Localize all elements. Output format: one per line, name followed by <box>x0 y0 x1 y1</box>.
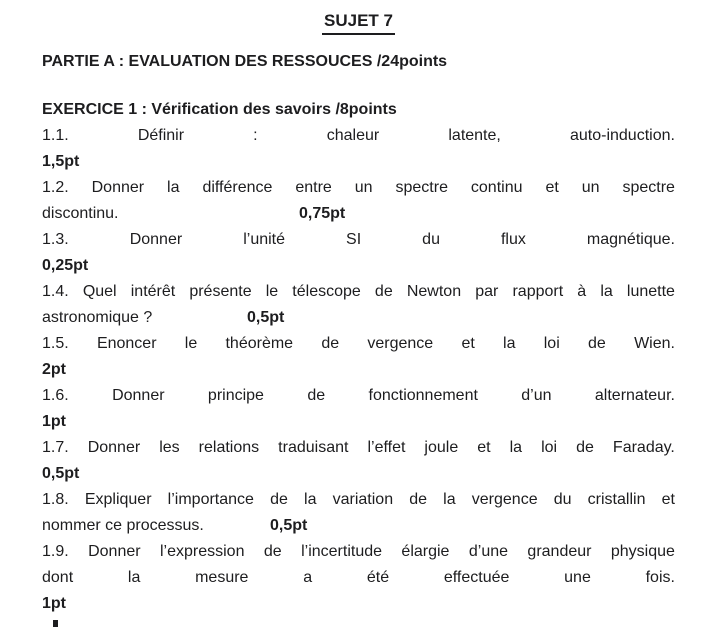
exam-document <box>42 0 675 617</box>
points-value: 0,5pt <box>247 309 285 326</box>
word: 1.1. <box>42 127 69 144</box>
word: la <box>509 439 523 456</box>
word: Donner <box>88 543 141 560</box>
word: variation <box>332 491 394 508</box>
points-line: 1pt <box>42 595 66 612</box>
word: l’unité <box>243 231 286 248</box>
word: l’incertitude <box>301 543 383 560</box>
word: effectuée <box>443 569 510 586</box>
word: la <box>600 283 613 300</box>
word: 1.7. <box>42 439 69 456</box>
question-line <box>42 227 675 253</box>
word: Donner <box>129 231 183 248</box>
word: à <box>577 283 587 300</box>
word: traduisant <box>278 439 349 456</box>
word: grandeur <box>527 543 592 560</box>
question-line <box>42 279 675 305</box>
word: relations <box>198 439 260 456</box>
question-lines <box>42 123 675 617</box>
word: 1.5. <box>42 335 69 352</box>
word: les <box>159 439 180 456</box>
question-line <box>42 487 675 513</box>
question-line <box>42 331 675 357</box>
word: et <box>477 439 491 456</box>
word: loi <box>541 439 558 456</box>
exercise-1-heading: EXERCICE 1 : Vérification des savoirs /8points <box>42 101 397 118</box>
word: la <box>443 491 456 508</box>
word: du <box>553 491 572 508</box>
word: cristallin <box>587 491 646 508</box>
word: intérêt <box>130 283 176 300</box>
question-line <box>42 435 675 461</box>
word: dont <box>42 569 74 586</box>
title-text: SUJET 7 <box>322 10 395 35</box>
word: Newton <box>406 283 462 300</box>
word: Définir <box>137 127 185 144</box>
question-continuation-line <box>42 513 675 539</box>
word: physique <box>610 543 675 560</box>
word: spectre <box>395 179 448 196</box>
word: loi <box>543 335 560 352</box>
word: Quel <box>82 283 117 300</box>
word: 1.3. <box>42 231 69 248</box>
word: été <box>366 569 390 586</box>
word: latente, <box>448 127 501 144</box>
word: différence <box>202 179 273 196</box>
word: de <box>409 491 428 508</box>
word: d’un <box>521 387 552 404</box>
word: : <box>253 127 258 144</box>
word: 1.8. <box>42 491 69 508</box>
word: fonctionnement <box>368 387 478 404</box>
word: télescope <box>292 283 361 300</box>
word: 1.2. <box>42 179 69 196</box>
word: de <box>307 387 326 404</box>
word: Expliquer <box>84 491 152 508</box>
word: l’effet <box>367 439 406 456</box>
part-a-heading: PARTIE A : EVALUATION DES RESSOUCES /24points <box>42 53 448 70</box>
word: de <box>576 439 594 456</box>
question-text: astronomique ? <box>42 309 153 326</box>
word: présente <box>189 283 252 300</box>
word: et <box>545 179 559 196</box>
word: une <box>564 569 591 586</box>
word: rapport <box>512 283 564 300</box>
word: de <box>588 335 606 352</box>
word: 1.4. <box>42 283 69 300</box>
word: spectre <box>622 179 675 196</box>
word: continu <box>470 179 523 196</box>
word: théorème <box>225 335 294 352</box>
question-text: discontinu. <box>42 205 119 222</box>
word: la <box>127 569 141 586</box>
points-line: 0,25pt <box>42 257 89 274</box>
word: le <box>265 283 279 300</box>
word: mesure <box>195 569 249 586</box>
word: la <box>503 335 516 352</box>
word: Faraday. <box>612 439 675 456</box>
word: auto-induction. <box>569 127 675 144</box>
word: flux <box>500 231 526 248</box>
word: de <box>374 283 393 300</box>
word: lunette <box>626 283 675 300</box>
word: un <box>354 179 373 196</box>
word: SI <box>346 231 362 248</box>
word: vergence <box>367 335 434 352</box>
word: de <box>321 335 340 352</box>
word: d’une <box>468 543 509 560</box>
question-line <box>42 383 675 409</box>
word: Donner <box>112 387 165 404</box>
word: par <box>475 283 499 300</box>
question-line <box>42 539 675 565</box>
word: alternateur. <box>594 387 675 404</box>
word: a <box>303 569 313 586</box>
word: de <box>263 543 282 560</box>
word: le <box>184 335 198 352</box>
question-continuation-line <box>42 201 675 227</box>
question-line <box>42 123 675 149</box>
document-title <box>42 8 675 34</box>
word: entre <box>295 179 332 196</box>
word: et <box>461 335 475 352</box>
points-value: 0,5pt <box>270 517 308 534</box>
points-line: 1pt <box>42 413 66 430</box>
points-value: 0,75pt <box>299 205 346 222</box>
word: principe <box>207 387 264 404</box>
word: la <box>304 491 317 508</box>
cutoff-text-fragment <box>53 620 58 627</box>
points-line: 1,5pt <box>42 153 80 170</box>
word: et <box>661 491 675 508</box>
points-line: 0,5pt <box>42 465 80 482</box>
points-line: 2pt <box>42 361 66 378</box>
word: Donner <box>87 439 141 456</box>
question-continuation-line <box>42 305 675 331</box>
word: chaleur <box>326 127 380 144</box>
word: l’importance <box>167 491 254 508</box>
question-text: nommer ce processus. <box>42 517 204 534</box>
word: l’expression <box>159 543 245 560</box>
word: fois. <box>645 569 675 586</box>
word: 1.6. <box>42 387 69 404</box>
word: vergence <box>471 491 538 508</box>
word: Wien. <box>634 335 675 352</box>
word: la <box>167 179 180 196</box>
word: Donner <box>91 179 145 196</box>
word: Enoncer <box>96 335 157 352</box>
word: joule <box>424 439 459 456</box>
word: 1.9. <box>42 543 69 560</box>
word: du <box>422 231 440 248</box>
word: magnétique. <box>586 231 675 248</box>
question-line <box>42 565 675 591</box>
word: élargie <box>401 543 450 560</box>
question-line <box>42 175 675 201</box>
word: un <box>581 179 600 196</box>
word: de <box>270 491 288 508</box>
